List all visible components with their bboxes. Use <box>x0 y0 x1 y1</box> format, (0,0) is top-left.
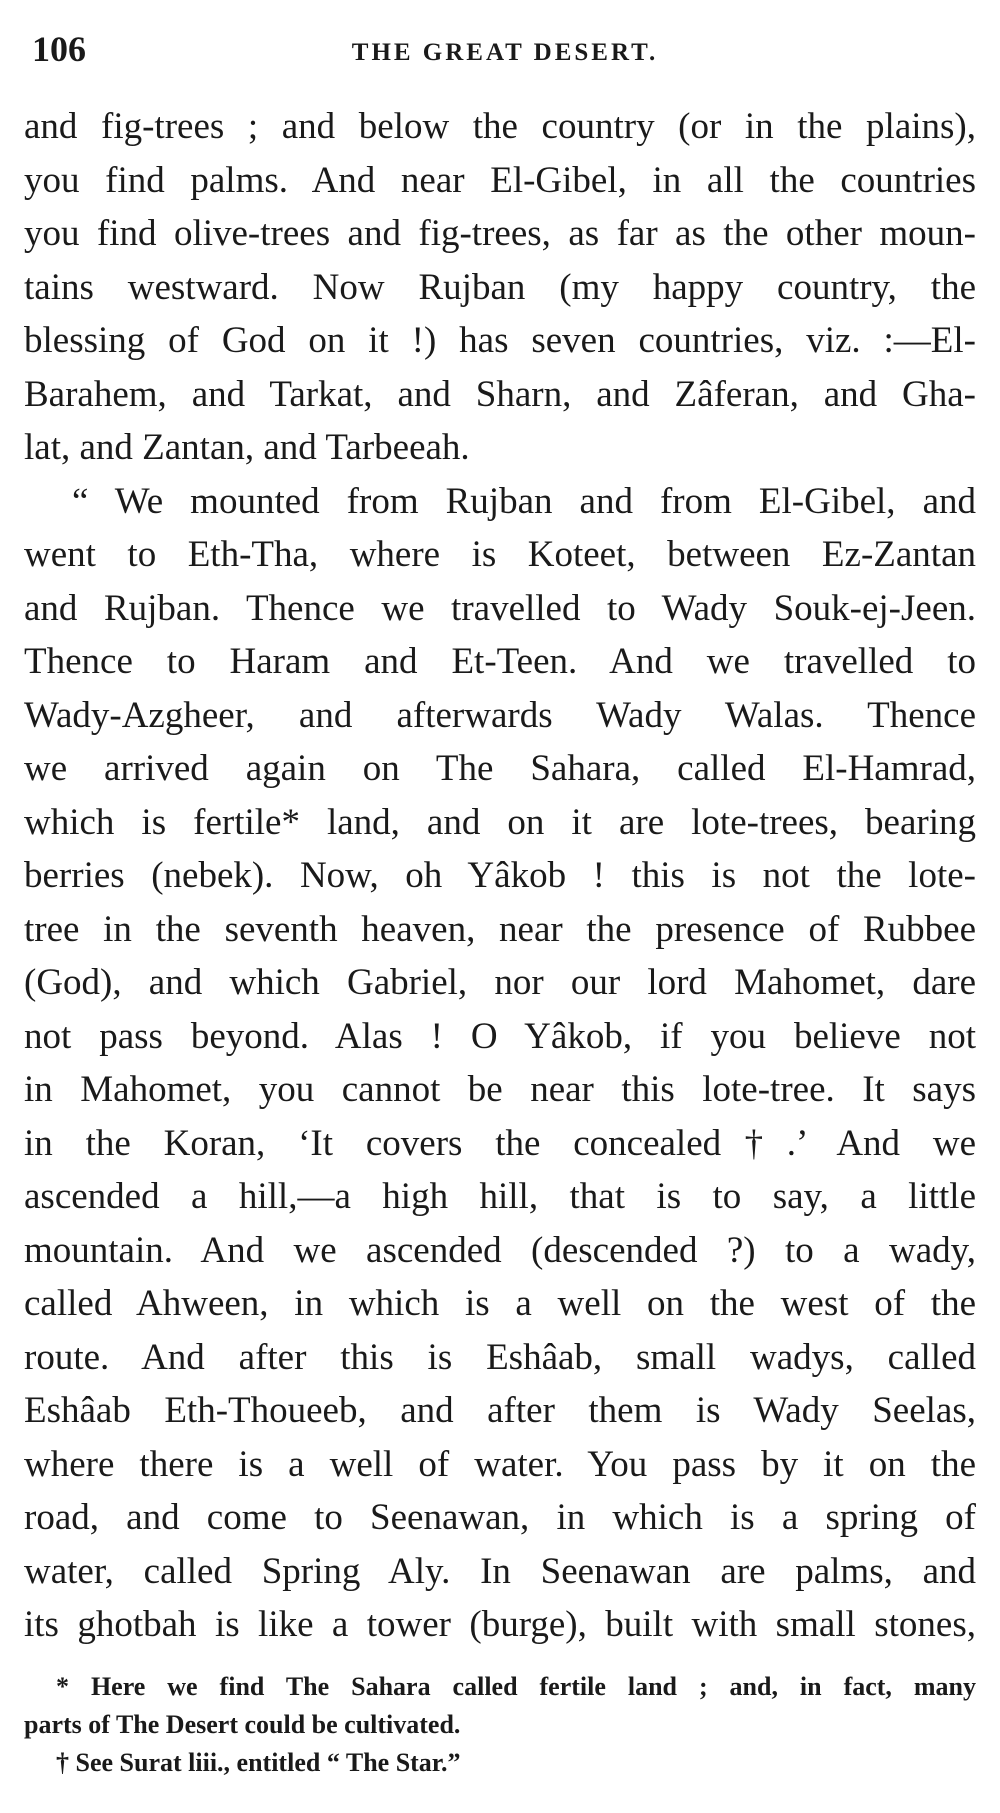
text-line: Wady-Azgheer, and afterwards Wady Walas. Thence <box>24 694 976 736</box>
text-line: ascended a hill,—a high hill, that is to say, a little <box>24 1176 976 1217</box>
text-line: berries (nebek). Now, oh Yâkob ! this is not the lote- <box>24 855 976 896</box>
text-line: you find palms. And near El-Gibel, in all the countries <box>24 159 976 201</box>
footnotes <box>24 1668 976 1782</box>
text-line: and Rujban. Thence we travelled to Wady Souk-ej-Jeen. <box>24 587 976 629</box>
text-line: where there is a well of water. You pass by it on the <box>24 1443 976 1485</box>
text-line: in the Koran, ‘It covers the concealed†.’ And we <box>24 1122 976 1164</box>
text-line: we arrived again on The Sahara, called El-Hamrad, <box>24 748 976 789</box>
body-text <box>24 100 976 1652</box>
text-line: in Mahomet, you cannot be near this lote-tree. It says <box>24 1069 976 1110</box>
text-line: road, and come to Seenawan, in which is a spring of <box>24 1497 976 1538</box>
text-line: route. And after this is Eshâab, small wadys, called <box>24 1336 976 1378</box>
text-line: (God), and which Gabriel, nor our lord Mahomet, dare <box>24 962 976 1003</box>
text-line: water, called Spring Aly. In Seenawan are palms, and <box>24 1550 976 1592</box>
text-line: “ We mounted from Rujban and from El-Gibel, and <box>72 480 976 522</box>
text-line: lat, and Zantan, and Tarbeeah. <box>24 427 470 468</box>
running-title: THE GREAT DESERT. <box>351 39 659 66</box>
text-line: and fig-trees ; and below the country (or in the plains), <box>24 106 976 147</box>
text-line: called Ahween, in which is a well on the west of the <box>24 1283 976 1324</box>
text-line: blessing of God on it !) has seven countries, viz. :—El- <box>24 320 976 361</box>
page-number: 106 <box>32 29 86 69</box>
text-line: tree in the seventh heaven, near the presence of Rubbee <box>24 908 976 950</box>
page-header <box>32 24 978 74</box>
footnote-line: † See Surat liii., entitled “ The Star.” <box>56 1748 461 1777</box>
text-line: you find olive-trees and fig-trees, as far as the other moun- <box>24 213 976 254</box>
text-line: its ghotbah is like a tower (burge), built with small stones, <box>24 1604 976 1645</box>
text-line: went to Eth-Tha, where is Koteet, between Ez-Zantan <box>24 534 976 575</box>
text-line: Barahem, and Tarkat, and Sharn, and Zâferan, and Gha- <box>24 373 976 415</box>
footnote-line: parts of The Desert could be cultivated. <box>24 1710 461 1739</box>
footnote-line: * Here we find The Sahara called fertile land ; and, in fact, many <box>56 1672 976 1701</box>
text-line: which is fertile* land, and on it are lote-trees, bearing <box>24 801 976 843</box>
text-line: tains westward. Now Rujban (my happy country, the <box>24 266 976 308</box>
text-line: Thence to Haram and Et-Teen. And we travelled to <box>24 641 976 682</box>
text-line: Eshâab Eth-Thoueeb, and after them is Wady Seelas, <box>24 1390 976 1431</box>
text-line: mountain. And we ascended (descended ?) to a wady, <box>24 1229 976 1271</box>
text-line: not pass beyond. Alas ! O Yâkob, if you believe not <box>24 1015 976 1057</box>
